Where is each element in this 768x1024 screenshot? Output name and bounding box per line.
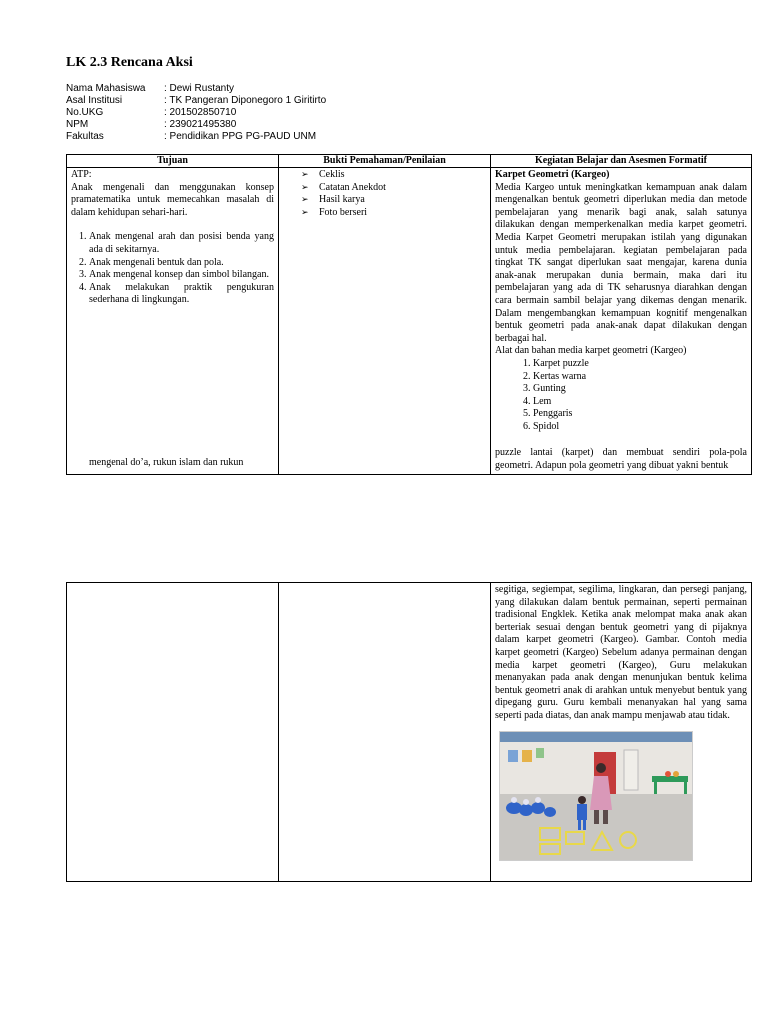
info-label: No.UKG xyxy=(66,107,104,118)
info-label: Asal Institusi xyxy=(66,95,123,106)
assessment-list xyxy=(283,169,486,219)
info-row-faculty xyxy=(66,131,326,143)
arrow-bullet-icon: ➢ xyxy=(301,170,309,180)
table-row xyxy=(67,583,752,882)
kegiatan-cell xyxy=(491,168,752,475)
bukti-cell xyxy=(279,583,491,882)
assessment-label: Foto berseri xyxy=(319,206,368,218)
info-label: NPM xyxy=(66,119,89,130)
arrow-bullet-icon: ➢ xyxy=(301,182,309,193)
atp-label: ATP: xyxy=(71,169,92,180)
header-tujuan: Tujuan xyxy=(67,155,279,168)
info-value: : TK Pangeran Diponegoro 1 Giritirto xyxy=(164,95,327,106)
info-value: : Dewi Rustanty xyxy=(164,83,235,94)
list-item xyxy=(301,194,486,207)
activity-paragraph: puzzle lantai (karpet) dan membuat sendiri pola-pola geometri. Adapun pola geometri yang dibuat yakni bentuk xyxy=(495,447,747,472)
assessment-label: Hasil karya xyxy=(319,194,365,206)
info-value: : 239021495380 xyxy=(164,119,237,130)
activity-paragraph: segitiga, segiempat, segilima, lingkaran, dan persegi panjang, yang dilakukan dalam bentuk permainan, seperti permainan tradisional Engklek. Ketika anak melompat maka anak akan berteriak sesuai dengan bentuk geometri yang di pijaknya dalam karpet geometri (Kargeo). Gambar. Contoh media karpet geometri (Kargeo) Sebelum adanya permainan dengan media karpet geometri (Kargeo), Guru melakukan menanyakan pada anak dengan menunjukan bentuk kelima bentuk geometri anak di arahkan untuk menyebut bentuk yang dipegang guru. Guru kembali menanyakan hal yang sama seperti pada diatas, dan anak mampu menjawab atau tidak. xyxy=(495,584,747,721)
tujuan-cell xyxy=(67,168,279,475)
activity-paragraph: Media Kargeo untuk meningkatkan kemampuan anak dalam mengenalkan bentuk geometri diperlukan media dan metode pembelajaran yang menarik bagi anak, salah satunya dilakukan dengan memperkenalkan media karpet geometri. Media Karpet Geometri merupakan istilah yang digunakan untuk media pembelajaran. kegiatan pembelajaran pada tingkat TK sangat diperlukan saat mengajar, karena dunia anak-anak merupakan dunia bermain, maka dari itu pembelajaran yang ada di TK seharusnya diarahkan dengan cara bermain sambil belajar yang dikemas dengan menarik. Dalam mengembangkan kemampuan kognitif mengenalkan bentuk geometri pada anak-anak dapat dilakukan dengan berbagai hal. xyxy=(495,181,747,344)
tools-intro: Alat dan bahan media karpet geometri (Kargeo) xyxy=(495,345,687,357)
document-title: LK 2.3 Rencana Aksi xyxy=(66,55,193,70)
classroom-photo-image xyxy=(500,732,692,860)
list-item: 2. Anak mengenali bentuk dan pola. xyxy=(89,257,274,270)
assessment-label: Catatan Anekdot xyxy=(319,181,386,193)
action-plan-table xyxy=(66,154,752,475)
list-item: 5. Penggaris xyxy=(533,408,747,421)
activity-title: Karpet Geometri (Kargeo) xyxy=(495,169,610,180)
list-item: 1. Karpet puzzle xyxy=(533,358,747,371)
trailing-text: mengenal do’a, rukun islam dan rukun xyxy=(89,457,244,469)
info-row-institution xyxy=(66,95,326,107)
list-item: 6. Spidol xyxy=(533,421,747,434)
header-bukti: Bukti Pemahaman/Penilaian xyxy=(279,155,491,168)
bukti-cell xyxy=(279,168,491,475)
kegiatan-cell xyxy=(491,583,752,882)
info-row-npm xyxy=(66,119,326,131)
atp-intro: Anak mengenali dan menggunakan konsep pramatematika untuk memecahkan masalah di dalam kehidupan sehari-hari. xyxy=(71,181,274,218)
list-item xyxy=(301,169,486,182)
action-plan-table-continued xyxy=(66,582,752,882)
list-item: 3. Anak mengenal konsep dan simbol bilangan. xyxy=(89,269,274,282)
objective-list xyxy=(71,231,274,307)
list-item xyxy=(301,207,486,220)
header-kegiatan: Kegiatan Belajar dan Asesmen Formatif xyxy=(491,155,752,168)
arrow-bullet-icon: ➢ xyxy=(301,207,309,218)
arrow-bullet-icon: ➢ xyxy=(301,195,309,206)
info-label: Fakultas xyxy=(66,131,104,142)
info-value: : Pendidikan PPG PG-PAUD UNM xyxy=(164,131,317,142)
list-item: 1. Anak mengenal arah dan posisi benda yang ada di sekitarnya. xyxy=(89,231,274,256)
list-item: 3. Gunting xyxy=(533,383,747,396)
tujuan-cell xyxy=(67,583,279,882)
student-info xyxy=(66,83,326,143)
info-row-ukg xyxy=(66,107,326,119)
table-row xyxy=(67,168,752,475)
list-item: 4. Lem xyxy=(533,396,747,409)
list-item: 4. Anak melakukan praktik pengukuran sederhana di lingkungan. xyxy=(89,282,274,307)
classroom-photo xyxy=(499,731,693,861)
info-row-name xyxy=(66,83,326,95)
info-value: : 201502850710 xyxy=(164,107,237,118)
list-item: 2. Kertas warna xyxy=(533,371,747,384)
table-header-row xyxy=(67,155,752,168)
tools-list xyxy=(495,358,747,434)
list-item xyxy=(301,182,486,195)
info-label: Nama Mahasiswa xyxy=(66,83,146,94)
assessment-label: Ceklis xyxy=(319,169,345,180)
